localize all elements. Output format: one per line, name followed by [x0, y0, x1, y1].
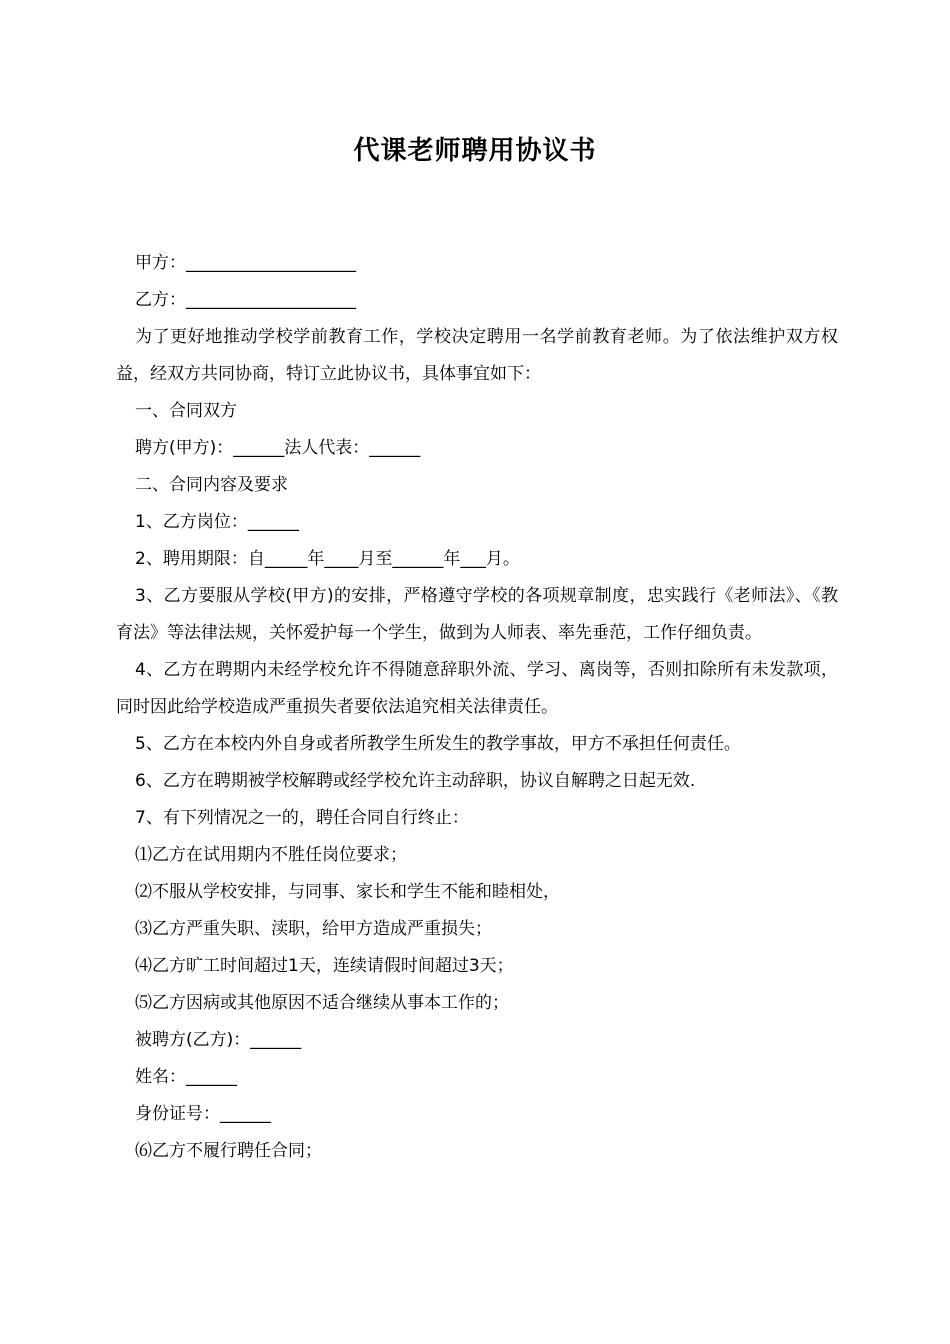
- section-heading-parties: 一、合同双方: [135, 401, 237, 421]
- clause-3: 3、乙方要服从学校(甲方)的安排，严格遵守学校的各项规章制度，忠实践行《老师法》、《教育法》等法律法规，关怀爱护每一个学生，做到为人师表、率先垂范，工作仔细负责。: [116, 586, 838, 643]
- party-b-line: 乙方：____________________: [135, 290, 356, 310]
- sub-clause-6: ⑹乙方不履行聘任合同；: [135, 1141, 322, 1161]
- clause-2: 2、聘用期限：自_____年____月至______年___月。: [135, 549, 520, 569]
- employer-line: 聘方(甲方)：______法人代表：______: [135, 438, 421, 458]
- name-line: 姓名：______: [135, 1067, 237, 1087]
- document-title: 代课老师聘用协议书: [353, 136, 597, 166]
- clause-1: 1、乙方岗位：______: [135, 512, 299, 532]
- sub-clause-2: ⑵不服从学校安排，与同事、家长和学生不能和睦相处，: [135, 882, 560, 902]
- sub-clause-4: ⑷乙方旷工时间超过1天，连续请假时间超过3天；: [135, 956, 514, 976]
- clause-5: 5、乙方在本校内外自身或者所教学生所发生的教学事故，甲方不承担任何责任。: [135, 734, 741, 754]
- party-a-line: 甲方：____________________: [135, 253, 356, 273]
- intro-paragraph: 为了更好地推动学校学前教育工作，学校决定聘用一名学前教育老师。为了依法维护双方权益，经双方共同协商，特订立此协议书，具体事宜如下：: [116, 327, 838, 384]
- clause-7: 7、有下列情况之一的，聘任合同自行终止：: [135, 808, 469, 828]
- sub-clause-3: ⑶乙方严重失职、渎职，给甲方造成严重损失；: [135, 919, 492, 939]
- sub-clause-5: ⑸乙方因病或其他原因不适合继续从事本工作的；: [135, 993, 509, 1013]
- clause-6: 6、乙方在聘期被学校解聘或经学校允许主动辞职，协议自解聘之日起无效.: [135, 771, 696, 791]
- employee-line: 被聘方(乙方)：______: [135, 1030, 302, 1050]
- clause-4: 4、乙方在聘期内未经学校允许不得随意辞职外流、学习、离岗等，否则扣除所有未发款项，同时因此给学校造成严重损失者要依法追究相关法律责任。: [116, 660, 838, 717]
- sub-clause-1: ⑴乙方在试用期内不胜任岗位要求；: [135, 845, 407, 865]
- document-body: [116, 245, 838, 1170]
- section-heading-content: 二、合同内容及要求: [135, 475, 288, 495]
- id-number-line: 身份证号：______: [135, 1104, 271, 1124]
